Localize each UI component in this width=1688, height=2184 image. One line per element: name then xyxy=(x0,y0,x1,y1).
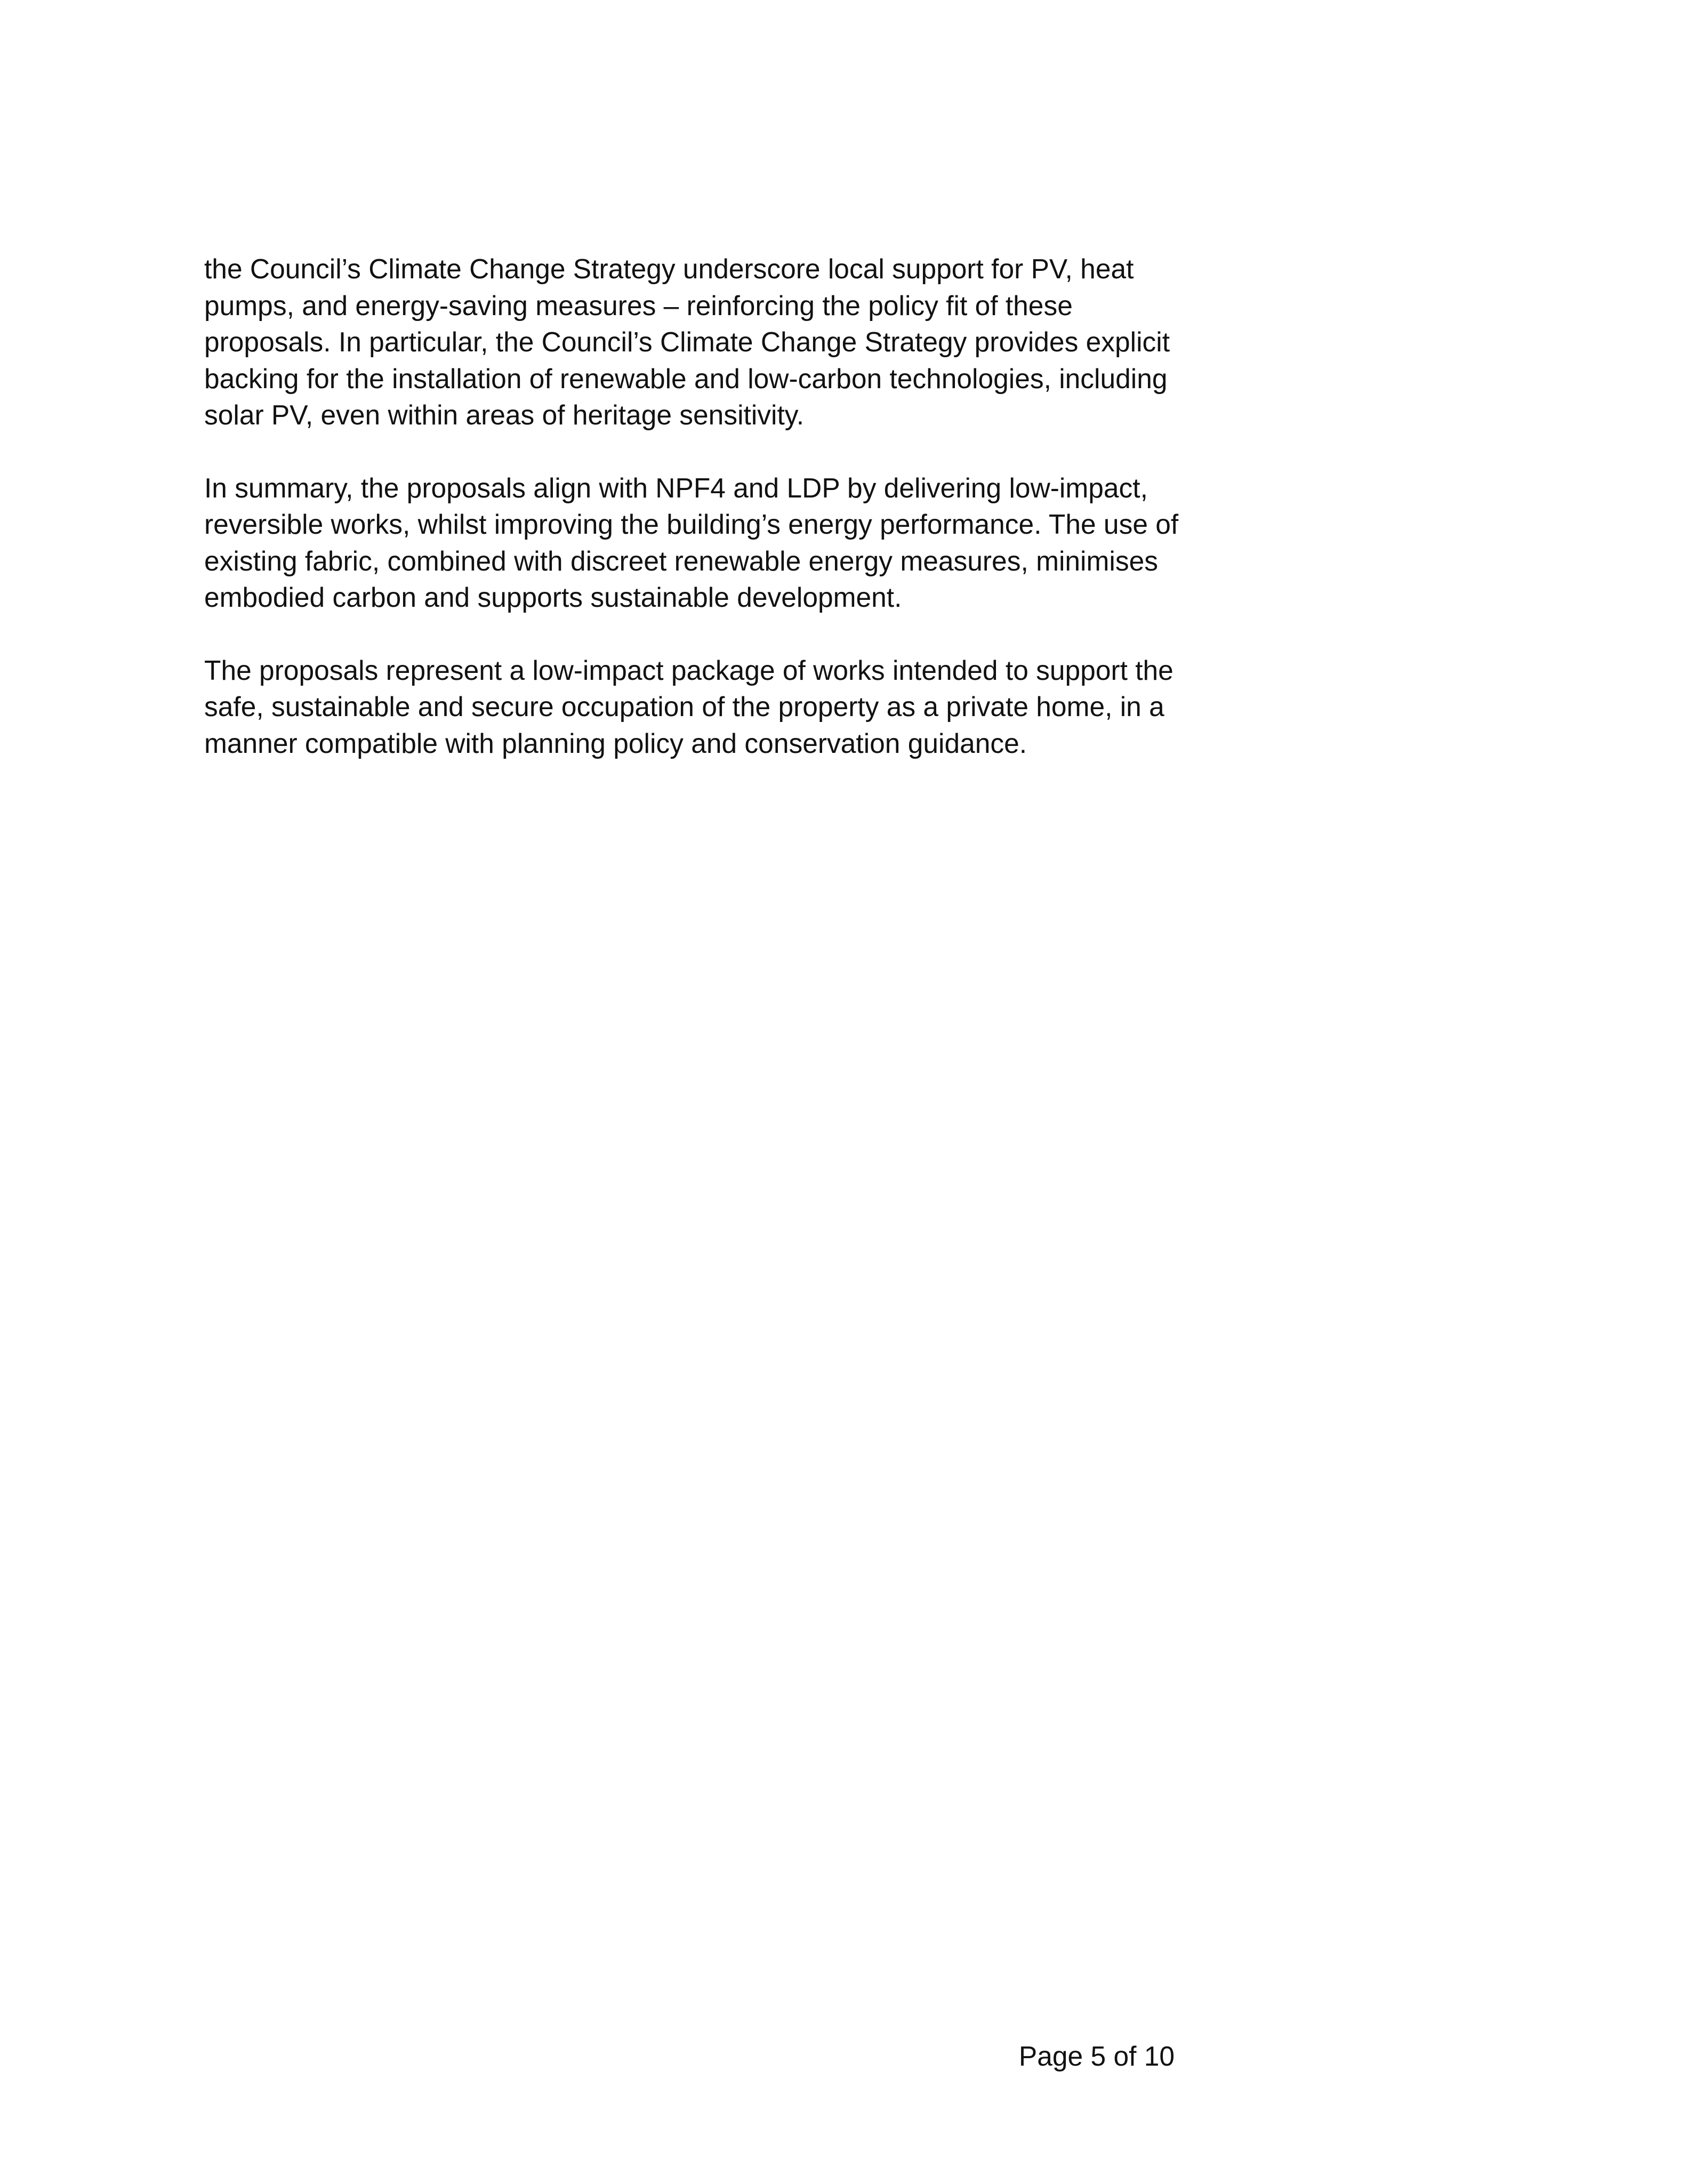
document-body xyxy=(204,251,1201,798)
paragraph-line: In summary, the proposals align with NPF4 and LDP by delivering low-impact, xyxy=(204,472,1148,503)
paragraph-line: embodied carbon and supports sustainable development. xyxy=(204,582,902,613)
paragraph-line: solar PV, even within areas of heritage sensitivity. xyxy=(204,399,805,430)
paragraph-line: pumps, and energy-saving measures – reinforcing the policy fit of these xyxy=(204,290,1073,321)
paragraph-line: The proposals represent a low-impact package of works intended to support the xyxy=(204,654,1173,686)
paragraph-line: existing fabric, combined with discreet renewable energy measures, minimises xyxy=(204,545,1158,576)
paragraph-line: safe, sustainable and secure occupation of the property as a private home, in a xyxy=(204,691,1164,722)
paragraph-2 xyxy=(204,470,1201,616)
paragraph-line: backing for the installation of renewable and low-carbon technologies, including xyxy=(204,363,1168,394)
paragraph-1 xyxy=(204,251,1201,433)
paragraph-line: manner compatible with planning policy and conservation guidance. xyxy=(204,727,1027,759)
page-number: Page 5 of 10 xyxy=(1018,2041,1175,2071)
paragraph-line: proposals. In particular, the Council’s Climate Change Strategy provides explicit xyxy=(204,326,1170,357)
paragraph-line: the Council’s Climate Change Strategy underscore local support for PV, heat xyxy=(204,253,1134,284)
paragraph-3 xyxy=(204,652,1201,762)
paragraph-line: reversible works, whilst improving the building’s energy performance. The use of xyxy=(204,509,1179,540)
